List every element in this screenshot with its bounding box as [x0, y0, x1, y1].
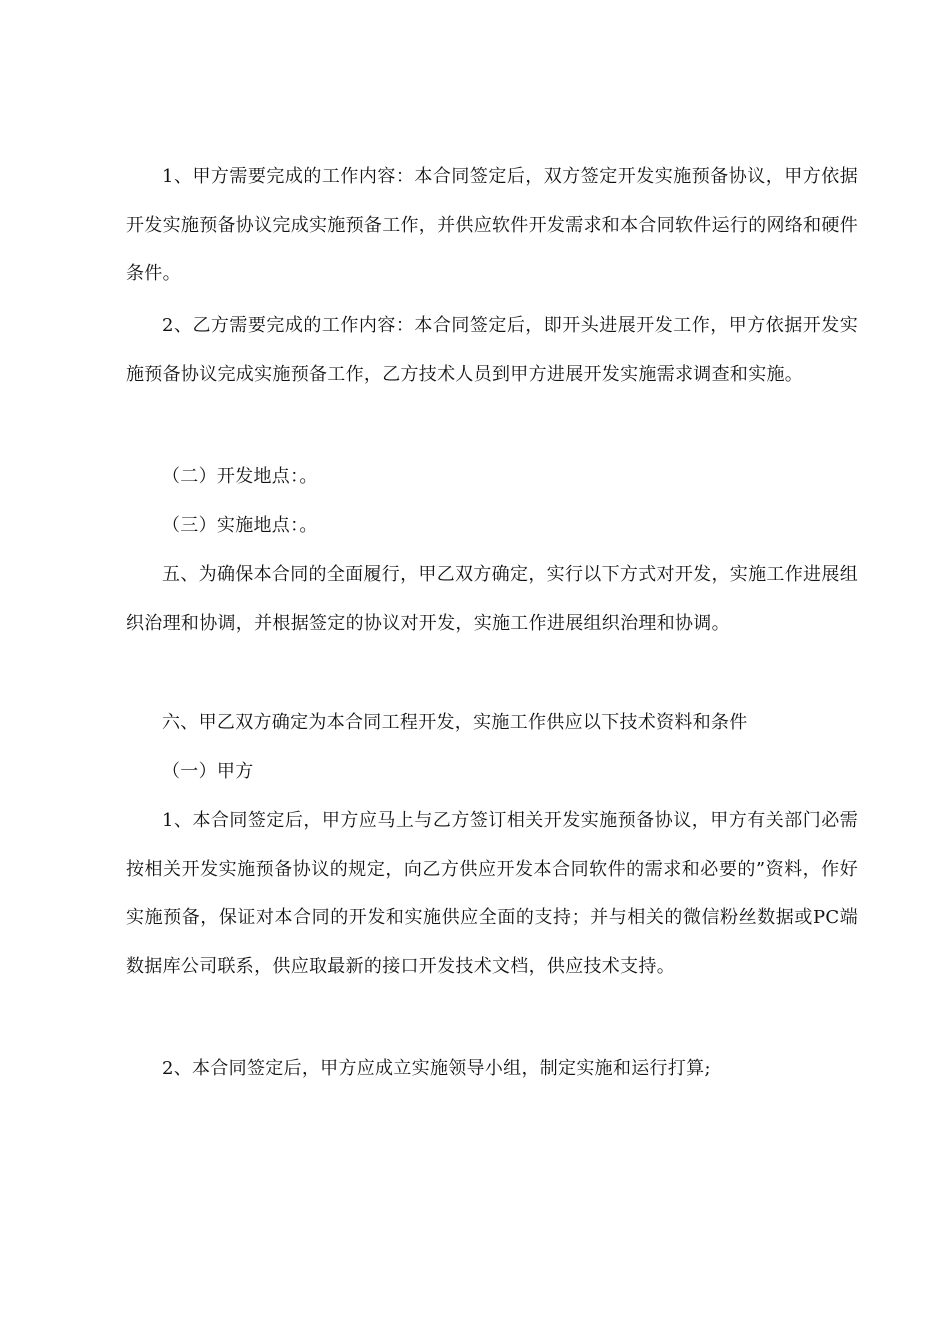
- paragraph-party-a-work: 1、甲方需要完成的工作内容：本合同签定后，双方签定开发实施预备协议，甲方依据开发实施预备协议完成实施预备工作，并供应软件开发需求和本合同软件运行的网络和硬件条件。: [126, 166, 858, 285]
- paragraph-party-a-item-1: 1、本合同签定后，甲方应马上与乙方签订相关开发实施预备协议，甲方有关部门必需按相关开发实施预备协议的规定，向乙方供应开发本合同软件的需求和必要的”资料，作好实施预备，保证对本合同的开发和实施供应全面的支持；并与相关的微信粉丝数据或PC端数据库公司联系，供应取最新的接口开发技术文档，供应技术支持。: [126, 810, 858, 977]
- paragraph-impl-location: （三）实施地点：。: [162, 515, 318, 536]
- paragraph-section-six: 六、甲乙双方确定为本合同工程开发，实施工作供应以下技术资料和条件: [162, 712, 748, 733]
- document-page: [126, 0, 858, 1344]
- paragraph-section-five: 五、为确保本合同的全面履行，甲乙双方确定，实行以下方式对开发，实施工作进展组织治理和协调，并根据签定的协议对开发，实施工作进展组织治理和协调。: [126, 564, 858, 634]
- paragraph-party-b-work: 2、乙方需要完成的工作内容：本合同签定后，即开头进展开发工作，甲方依据开发实施预备协议完成实施预备工作，乙方技术人员到甲方进展开发实施需求调查和实施。: [126, 315, 858, 385]
- paragraph-dev-location: （二）开发地点：。: [162, 466, 318, 487]
- paragraph-party-a-heading: （一）甲方: [162, 761, 254, 782]
- paragraph-party-a-item-2: 2、本合同签定后，甲方应成立实施领导小组，制定实施和运行打算;: [162, 1058, 711, 1079]
